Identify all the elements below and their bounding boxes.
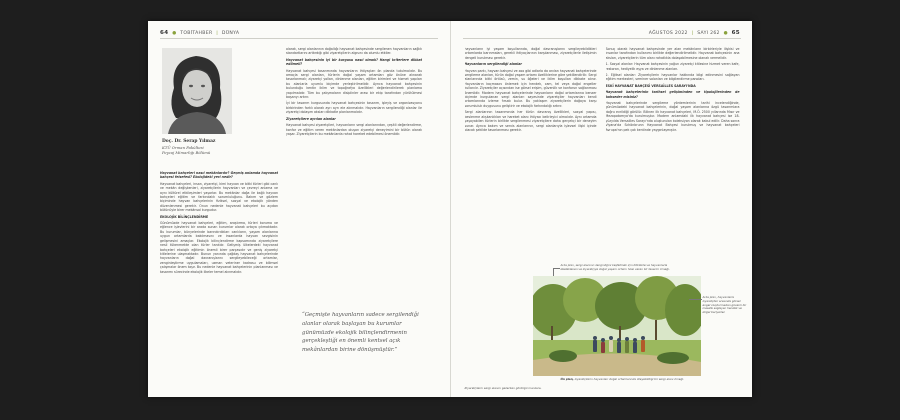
caption-bottom bbox=[561, 378, 711, 382]
interview-question: Hayvanat bahçesinin iyi bir kurgusu nasıl olmalı? Hangi kriterlere dikkat edilmeli? bbox=[286, 57, 422, 67]
caption-photo-credit: Ziyaretçilerin sergi alanını gezerken gördüğü manzara. bbox=[464, 386, 542, 390]
caption-bottom-text: ziyaretçilerin hayvanları doğal ortamlarında izleyebildiği bir sergi alanı örneği. bbox=[574, 377, 685, 381]
paragraph: 1. Sosyal alanlar: Hayvanat bahçesinin yoğun ziyaretçi kitlesine hizmet veren kafe, restoran, hediyelik eşya ve dinlenme alanları. bbox=[605, 62, 740, 71]
left-column-2 bbox=[286, 47, 422, 237]
paragraph: İyi bir tasarım kurgusunda hayvanat bahçesinin tasarım, işleyiş ve organizasyonu birbirinden farklı olarak ayrı ayrı ele alınmalıdır. Hayvanların sergilendiği alanlar ile ziyaretçi dolaşım aksları dikkatle planlanmalıdır. bbox=[286, 101, 422, 115]
header-separator: ● bbox=[172, 31, 177, 36]
paragraph: Hayvanat bahçesi ziyaretçileri, hayvanların sergi alanlarından, çeşitli değerlendirme, konfor ve eğitim veren mekânlardan oluşan ziyaretçi deneyimini bir bütün olarak yaşar. Ziyaretçilerin bu mekânlarda rahat hareket edebilmesi önemlidir. bbox=[286, 123, 422, 136]
paragraph: Günümüzde hayvanat bahçeleri, eğitim, araştırma, türleri koruma ve eğlence işlevlerini bir arada sunan kurumlar olarak ortaya çıkmaktadır. Bu kurumlar, bünyelerinde barındırdıkları canlıların, yaşam alanlarına uygun ortamlarda bakılmasını ve insanlarda hayvan sevgisinin gelişmesini amaçlar. Ekolojik bilinçlendirme kapsamında ziyaretçilere nesli tükenmekte olan türler tanıtılır. Gelişmiş ülkelerdeki hayvanat bahçeleri ekolojik eğitimin önemli birer parçasıdır ve geniş ziyaretçi kitlelerine ulaşmaktadır. Bunun yanında çağdaş hayvanat bahçelerinde hayvanların doğal davranışlarını sergileyebileceği ortamlar, zenginleştirme uygulamaları, uzman veteriner kadrosu ve bilimsel çalışmalar önem taşır. Bu nedenle hayvanat bahçelerinin planlanması ve tasarımı sürecinde ekolojik ilkeler temel alınmalıdır. bbox=[160, 221, 278, 274]
paragraph: Sergi alanlarının tasarımında her türün davranış özellikleri, sosyal yapısı, beslenme alışkanlıkları ve hareket alanı ihtiyacı belirleyici olmalıdır. Aynı ortamda yaşayabilen türlerin birlikte sergilenmesi ziyaretçilere daha gerçekçi bir deneyim sunar. Ayrıca bakım ve servis alanlarının, sergi alanlarıyla işlevsel ilişki içinde olacak şekilde tasarlanması gerekir. bbox=[464, 110, 597, 132]
pull-quote: “Geçmişte hayvanların sadece sergilendiği alanlar olarak başlayan bu kurumlar günümüzde ekolojik bilinçlendirmenin gerçekleştiği en önemli kentsel açık mekânlardan birine dönüşmüştür.” bbox=[302, 312, 419, 354]
interview-question: Ziyaretçilere ayrılan alanlar bbox=[286, 116, 336, 121]
right-column-1 bbox=[465, 47, 597, 271]
caption-leader-line bbox=[553, 268, 560, 269]
header-rule bbox=[463, 38, 741, 39]
author-block bbox=[162, 139, 242, 155]
author-name: Doç. Dr. Serap Yılmaz bbox=[162, 139, 216, 144]
issue-date: AĞUSTOS 2022 bbox=[648, 31, 688, 36]
paragraph: Hayvanat bahçesi tasarımında hayvanların ihtiyaçları ön planda tutulmalıdır. Bu amaçla sergi alanları, türlerin doğal yaşam ortamları göz önüne alınarak tasarlanmalı; ziyaretçi yolları, dinlenme alanları, eğitim birimleri ve hizmet yapıları bu alanlarla uyumlu biçimde yerleştirilmelidir. Ayrıca hayvanat bahçesinin bulunduğu kentin iklim ve topoğrafya özellikleri değerlendirilerek planlama yapılmalıdır. Tüm bu çalışmaların disiplinler arası bir ekip tarafından yürütülmesi başarıyı artırır. bbox=[286, 68, 422, 100]
garden-image bbox=[533, 276, 701, 376]
paragraph: Sonuç olarak hayvanat bahçesinde yer alan mekânların birbirleriyle ilişkisi ve insanlar tarafından kullanımı birlikte değerlendirilmelidir. Hayvanat bahçesinin ana aksları, ziyaretçilerin tüm alanı rahatlıkla dolaşabilmesine olanak vermelidir. bbox=[605, 47, 740, 60]
page-number-right: 65 bbox=[731, 30, 740, 36]
left-page-header bbox=[160, 30, 239, 36]
paragraph: 2. Eğitsel alanlar: Ziyaretçilerin hayvanlar hakkında bilgi edinmesini sağlayan eğitim merkezleri, seminer salonları ve bilgilendirme panoları. bbox=[605, 73, 740, 82]
magazine-name: TOBİTAHBER bbox=[180, 31, 213, 36]
issue-number: SAYI 262 bbox=[697, 31, 720, 36]
header-separator: | bbox=[691, 31, 694, 36]
caption-leader-line bbox=[689, 299, 702, 300]
left-column-1 bbox=[160, 171, 278, 381]
caption-bottom-label: Ön plan, bbox=[560, 377, 574, 381]
magazine-spread bbox=[148, 21, 752, 397]
paragraph: hayvanların iyi yaşam koşullarında, doğal davranışlarını sergileyebildikleri ortamlarda barınmaları, gerekli ihtiyaçlarının karşılanması, ziyaretçilerle iletişimin dengeli kurulması gerekir. bbox=[464, 47, 597, 60]
section-heading: ESKİ HAYVANAT BAHÇESİ VERSAİLLES SARAYI'NDA bbox=[605, 83, 696, 88]
section-name: DÜNYA bbox=[221, 31, 240, 36]
header-rule bbox=[160, 38, 438, 39]
right-page-header bbox=[649, 30, 740, 36]
paragraph: olarak, sergi alanlarının doğallığı hayvanat bahçesinde sergilenen hayvanların sağlık standartlarını arttırdığı gibi ziyaretçilerin algısını da olumlu etkiler. bbox=[286, 47, 422, 56]
page-number-left: 64 bbox=[160, 30, 169, 36]
author-portrait bbox=[162, 48, 232, 134]
interview-question: Hayvanat bahçeleri nasıl mekânlardır? Geçmiş anlamda hayvanat bahçesi felsefesi? Ekolojideki yeri nedir? bbox=[160, 171, 278, 180]
right-column-2 bbox=[606, 47, 740, 269]
header-separator: ● bbox=[723, 31, 728, 36]
caption-right: Arka plan, hayvanlarla ziyaretçiler arasında görsel engel oluşturmadan güvenli bir mesafe sağlayan hendek ve doğal bariyerler. bbox=[702, 295, 747, 315]
author-department: Peyzaj Mimarlığı Bölümü bbox=[162, 150, 211, 155]
paragraph: Hayvan parkı, hayvan bahçesi ve zoo gibi adlarla da anılan hayvanat bahçelerinde sergileme alanları, türün doğal yaşam ortamı özelliklerine göre şekillendirilir. Sergi alanlarında bitki örtüsü, zemin, su öğeleri ve iklim koşulları dikkate alınır. Hayvanların kaçmasını önlemek için hendek, cam, tel veya doğal engeller kullanılır. Ziyaretçiler açısından ise görsel erişim, güvenlik ve konforun sağlanması önemlidir. Modern hayvanat bahçelerinde hayvanların doğal ortamlarına benzer biçimde kurgulanan sergi alanları sayesinde ziyaretçiler hayvanları kendi ortamlarında izleme fırsatı bulur. Bu yaklaşım ziyaretçilerin doğaya karşı sorumluluk duygusunu geliştirir ve ekolojik farkındalığı artırır. bbox=[464, 68, 597, 108]
section-heading: EKOLOJİK BİLİNÇLENDİRME bbox=[160, 214, 209, 219]
right-page bbox=[451, 21, 753, 397]
portrait-image bbox=[162, 48, 232, 134]
interview-question: Hayvanat bahçelerinin tarihsel gelişiminden ve tipolojilerinden de bahseder misiniz? bbox=[605, 90, 740, 99]
paragraph: Hayvanat bahçelerinde sergileme yöntemlerinin tarihi incelendiğinde, günümüzdeki hayvanat bahçelerinin, doğal yaşam alanlarına özgü tasarımlara doğru evrildiği görülür. Bilinen ilk hayvanat bahçeleri, M.Ö. 2500 yıllarında Mısır ve Mezopotamya'da kurulmuştur. Modern anlamdaki ilk hayvanat bahçesi ise 18. yüzyılda Versailles Sarayı'nda oluşturulan koleksiyon olarak kabul edilir. Daha sonra Viyana'da Schönbrunn Hayvanat Bahçesi kurulmuş ve hayvanat bahçeleri Avrupa'nın pek çok kentinde yaygınlaşmıştır. bbox=[605, 101, 740, 132]
author-affiliation: KTÜ Orman Fakültesi bbox=[162, 145, 204, 150]
left-page bbox=[148, 21, 451, 397]
zoo-exhibit-photo bbox=[533, 276, 701, 376]
interview-question: Hayvanların sergilendiği alanlar bbox=[464, 62, 522, 67]
caption-top: Arka plan, sergi alanının zenginliğini keşfetmek için bitkilerle ve hayvanlarla desteklenen ve ziyaretçiye doğal yaşam ortamı hissi veren bir tasarım örneği. bbox=[560, 263, 670, 271]
paragraph: Hayvanat bahçeleri, insan, ziyaretçi, kimi hayvan ve bitki türleri gibi canlı ve mekân değişkenleri, ziyaretçilerin hayvanları ve çevreyi anlama ve aynı kültürel etkileşimleri yaşarlar. Bu mekânlar doğa ile bağlı hayvan bahçeleri eğitim ve farkındalık sorumluluğunu. Bakım ve gözlem biçiminde hayvan bahçelerinin fiziksel, sosyal ve ekolojik yönden düzenlenmesi gerekir. Onun nedenle hayvanat bahçeleri bu açıdan bütünüyle birer mekânsal kurgudur. bbox=[160, 181, 278, 213]
header-separator: | bbox=[216, 31, 219, 36]
